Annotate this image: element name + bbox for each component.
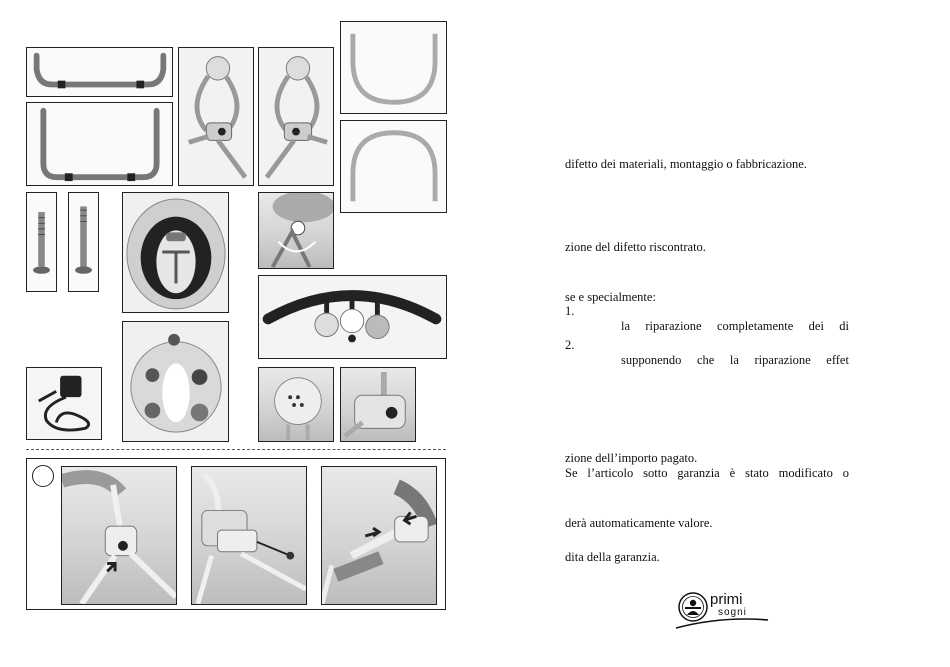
- part-bolt-long: [26, 192, 57, 292]
- list-item-text: [621, 353, 849, 368]
- word: effet: [826, 353, 849, 367]
- warranty-list-item-1: [565, 304, 849, 333]
- word: garanzia: [677, 466, 720, 480]
- warranty-text-line-5: [565, 466, 849, 481]
- word: supponendo: [621, 353, 682, 367]
- step-photo-2: [191, 466, 307, 605]
- logo-word-sogni: sogni: [718, 607, 747, 618]
- warranty-text-line-3: se e specialmente:: [565, 290, 656, 304]
- list-item-text: [621, 319, 849, 334]
- word: Se: [565, 466, 578, 480]
- primi-sogni-logo: [672, 588, 772, 634]
- part-arc-top: [340, 21, 447, 114]
- logo-word-primi: primi: [710, 591, 743, 608]
- word: la: [729, 353, 739, 367]
- word: è: [729, 466, 736, 480]
- warranty-text-line-7: dita della garanzia.: [565, 550, 660, 564]
- word: o: [842, 466, 849, 480]
- warranty-text-line-1: difetto dei materiali, montaggio o fabbricazione.: [565, 157, 807, 171]
- word: dei: [808, 319, 824, 333]
- warranty-text-line-2: zione del difetto riscontrato.: [565, 240, 706, 254]
- part-hub-assembly-left: [178, 47, 254, 186]
- step-number-marker: [32, 465, 54, 487]
- list-item-number: 1.: [565, 304, 575, 318]
- word: sotto: [643, 466, 668, 480]
- part-bolt-short: [68, 192, 99, 292]
- word: stato: [745, 466, 769, 480]
- word: completamente: [716, 319, 794, 333]
- part-tall-u-frame: [26, 102, 173, 186]
- word: riparazione: [754, 353, 811, 367]
- part-arc-bottom: [340, 120, 447, 213]
- part-seat-pad: [122, 321, 229, 442]
- word: la: [621, 319, 631, 333]
- part-short-u-frame: [26, 47, 173, 97]
- part-toy-bar: [258, 275, 447, 359]
- part-power-adapter: [26, 367, 102, 440]
- part-hub-assembly-right: [258, 47, 334, 186]
- warranty-list-item-2: [565, 338, 849, 367]
- step-photo-1: [61, 466, 177, 605]
- warranty-text-line-4: zione dell’importo pagato.: [565, 451, 698, 465]
- part-seat: [122, 192, 229, 313]
- word: modificato: [778, 466, 833, 480]
- warranty-text-line-6: derà automaticamente valore.: [565, 516, 713, 530]
- word: di: [839, 319, 849, 333]
- section-divider: [26, 449, 446, 450]
- word: l’articolo: [587, 466, 634, 480]
- part-toy-closeup: [258, 192, 334, 269]
- list-item-number: 2.: [565, 338, 575, 352]
- word: che: [696, 353, 715, 367]
- word: riparazione: [645, 319, 702, 333]
- part-hub-detail: [340, 367, 416, 442]
- step-photo-3: [321, 466, 437, 605]
- part-motor-unit: [258, 367, 334, 442]
